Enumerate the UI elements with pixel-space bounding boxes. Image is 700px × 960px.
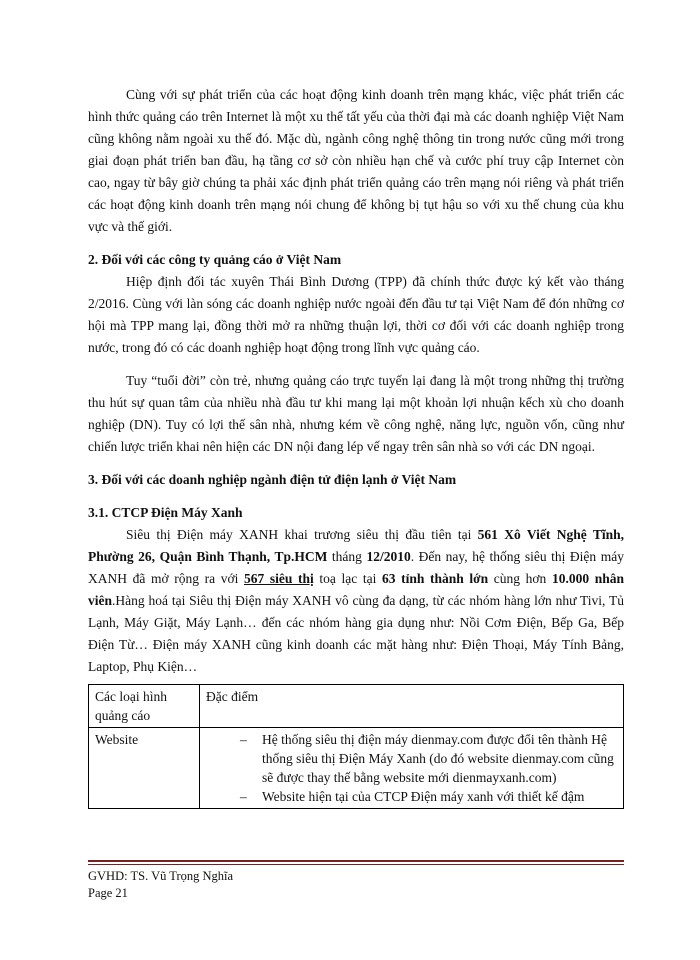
text-run: .Hàng hoá tại Siêu thị Điện máy XANH vô cùng đa dạng, từ các nhóm hàng lớn như Tivi, Tủ Lạnh, Máy Giặt, Máy Lạnh… đến các nhóm hàng gia dụng như: Nồi Cơm Điện, Bếp Ga, Bếp Điện Từ… Điện máy XANH cũng kinh doanh các mặt hàng như: Điện Thoại, Máy Tính Bảng, Laptop, Phụ Kiện… (88, 593, 624, 674)
section-2-paragraph-1: Hiệp định đối tác xuyên Thái Bình Dương (TPP) đã chính thức được ký kết vào tháng 2/2016. Cùng với làn sóng các doanh nghiệp nước ngoài đến đầu tư tại Việt Nam để đón những cơ hội mà TPP mang lại, đồng thời mở ra những thuận lợi, thời cơ đối với các doanh nghiệp trong nước, trong đó có các doanh nghiệp hoạt động trong lĩnh vực quảng cáo. (88, 274, 624, 355)
advertising-table (88, 684, 624, 809)
province-count-bold: 63 tỉnh thành lớn (382, 571, 489, 586)
table-header-cell: Đặc điểm (200, 685, 624, 728)
section-3-1-paragraph (88, 524, 624, 678)
footer-divider-thin (88, 864, 624, 865)
table-row (89, 728, 624, 809)
store-count-bold: 567 siêu thị (244, 571, 314, 586)
feature-list (206, 730, 617, 806)
section-3-1-heading: 3.1. CTCP Điện Máy Xanh (88, 505, 243, 520)
employee-count-bold: 10.000 nhân viên (88, 571, 624, 608)
text-run: cùng hơn (488, 571, 552, 586)
list-item: – Hệ thống siêu thị điện máy dienmay.com được đổi tên thành Hệ thống siêu thị Điện Máy Xanh (do đó website dienmay.com cũng sẽ được thay thế bằng website mới dienmayxanh.com) (240, 730, 617, 787)
footer-divider (88, 860, 624, 862)
list-item: – Website hiện tại của CTCP Điện máy xanh với thiết kế đậm (240, 787, 617, 806)
advisor-name: GVHD: TS. Vũ Trọng Nghĩa (88, 869, 234, 883)
table-cell-label: Website (89, 728, 200, 809)
section-2-heading: 2. Đối với các công ty quảng cáo ở Việt Nam (88, 252, 342, 267)
section-3-heading: 3. Đối với các doanh nghiệp ngành điện tử điện lạnh ở Việt Nam (88, 472, 457, 487)
date-bold: 12/2010 (366, 549, 411, 564)
table-cell-content (200, 728, 624, 809)
page-number: Page 21 (88, 886, 128, 900)
text-run: tháng (327, 549, 367, 564)
table-header-cell: Các loại hình quảng cáo (89, 685, 200, 728)
text-run: . Đến nay, hệ thống siêu thị Điện máy XANH đã mở rộng ra với (88, 549, 624, 586)
text-run: toạ lạc tại (313, 571, 383, 586)
table-header-row (89, 685, 624, 728)
document-body (88, 84, 624, 809)
intro-paragraph: Cùng với sự phát triển của các hoạt động kinh doanh trên mạng khác, việc phát triển các hình thức quảng cáo trên Internet là một xu thế tất yếu của thời đại mà các doanh nghiệp Việt Nam cũng không nằm ngoài xu thế đó. Mặc dù, ngành công nghệ thông tin trong nước cũng mới trong giai đoạn phát triển ban đầu, hạ tầng cơ sở còn nhiều hạn chế và cước phí truy cập Internet còn cao, ngay từ bây giờ chúng ta phải xác định phát triển quảng cáo trên mạng nói riêng và phát triển các hoạt động kinh doanh trên mạng nói chung để không bị tụt hậu so với xu thế chung của khu vực và thế giới. (88, 87, 624, 234)
page-footer (88, 868, 233, 902)
section-2-paragraph-2: Tuy “tuổi đời” còn trẻ, nhưng quảng cáo trực tuyến lại đang là một trong những thị trường thu hút sự quan tâm của nhiều nhà đầu tư khi mang lại một khoản lợi nhuận kếch xù cho doanh nghiệp (DN). Tuy có lợi thế sân nhà, nhưng kém về công nghệ, năng lực, nguồn vốn, cũng như chiến lược triển khai nên hiện các DN nội đang lép vế ngay trên sân nhà so với các DN ngoại. (88, 373, 624, 454)
text-run: Siêu thị Điện máy XANH khai trương siêu thị đầu tiên tại (126, 527, 478, 542)
address-bold: 561 Xô Viết Nghệ Tĩnh, Phường 26, Quận Bình Thạnh, Tp.HCM (88, 527, 624, 564)
